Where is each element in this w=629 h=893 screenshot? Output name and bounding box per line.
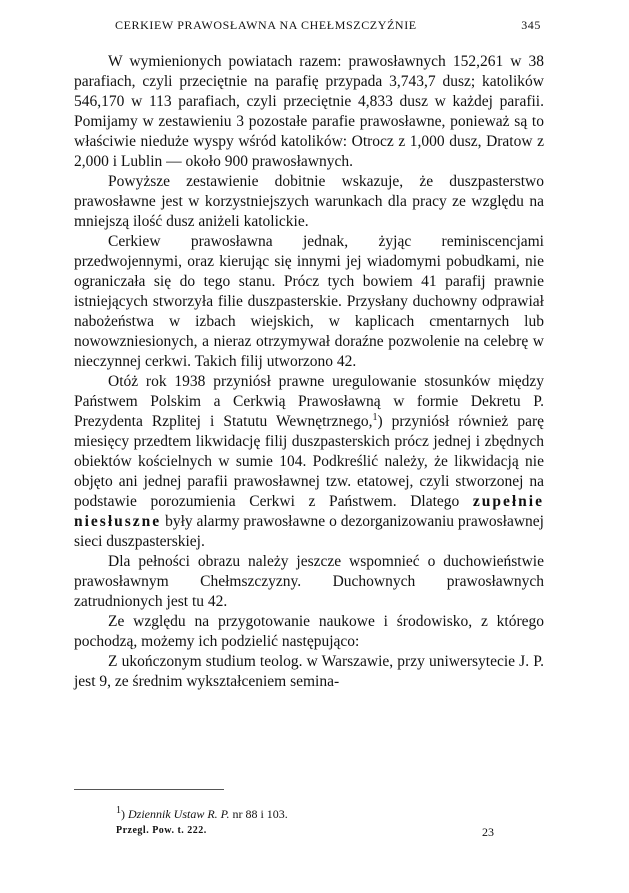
footnote-source: Dziennik Ustaw R. P. <box>128 807 230 821</box>
page-number: 345 <box>521 18 541 32</box>
paragraph <box>74 172 544 232</box>
page-content <box>74 14 544 839</box>
paragraph-text: były alarmy prawosławne o dezorganizowaniu prawosławnej sieci duszpasterskiej. <box>74 513 544 550</box>
paragraph-text: Dla pełności obrazu należy jeszcze wspomnieć o duchowieństwie prawosławnym Chełmszczyzny. Duchownych prawosławnych zatrudnionych jest tu 42. <box>74 553 544 610</box>
paragraph-text: Otóż rok 1938 przyniósł prawne uregulowanie stosunków między Państwem Polskim a Cerkwią Prawosławną w formie Dekretu P. Prezydenta Rzplitej i Statutu Wewnętrznego, <box>74 373 544 430</box>
paragraph <box>74 552 544 612</box>
footnote-marker: 1 <box>116 805 121 816</box>
paragraph <box>74 652 544 692</box>
footnote-paren: ) <box>121 807 125 821</box>
paragraph <box>74 372 544 552</box>
running-title: CERKIEW PRAWOSŁAWNA NA CHEŁMSZCZYŹNIE <box>115 18 417 32</box>
sheet-number: 23 <box>482 825 494 839</box>
printer-signature: Przegl. Pow. t. 222. <box>116 825 207 836</box>
paragraph-text: Z ukończonym studium teolog. w Warszawie, przy uniwersytecie J. P. jest 9, ze średnim wykształceniem semina- <box>74 653 544 690</box>
paragraph-text: Cerkiew prawosławna jednak, żyjąc reminiscencjami przedwojennymi, oraz kierując się innymi jej wiadomymi pobudkami, nie ograniczała się do tego stanu. Prócz tych bowiem 41 parafij prawnie istniejących stworzyła filie duszpasterskie. Przysłany duchowny odprawiał nabożeństwa w izbach wiejskich, w kaplicach cmentarnych lub nowowzniesionych, a nieraz otrzymywał doraźne pozwolenie na celebrę w nieczynnej cerkwi. Takich filij utworzono 42. <box>74 233 544 370</box>
paragraph-text: W wymienionych powiatach razem: prawosławnych 152,261 w 38 parafiach, czyli przeciętnie na parafię przypada 3,743,7 dusz; katolików 546,170 w 113 parafiach, czyli przeciętnie 4,833 dusz w każdej parafii. Pomijamy w zestawieniu 3 pozostałe parafie prawosławne, ponieważ są to właściwie nieduże wyspy wśród katolików: Otrocz z 1,000 dusz, Dratow z 2,000 i Lublin — około 900 prawosławnych. <box>74 53 544 170</box>
footnote-divider <box>74 789 224 790</box>
footnote <box>116 807 288 822</box>
main-text <box>74 52 544 692</box>
paragraph-text: Powyższe zestawienie dobitnie wskazuje, że duszpasterstwo prawosławne jest w korzystniejszych warunkach dla pracy ze względu na mniejszą ilość dusz aniżeli katolickie. <box>74 173 544 230</box>
paragraph <box>74 52 544 172</box>
running-header <box>74 14 544 36</box>
paragraph-text: Ze względu na przygotowanie naukowe i środowisko, z którego pochodzą, możemy ich podzielić następująco: <box>74 613 544 650</box>
emphasized-text: zupełnie niesłuszne <box>74 493 544 530</box>
paragraph <box>74 612 544 652</box>
footnote-reference: 1 <box>372 411 378 423</box>
paragraph <box>74 232 544 372</box>
footnote-details: nr 88 i 103. <box>229 807 288 821</box>
paragraph-text: ) przyniósł również parę miesięcy przedtem likwidację filij duszpasterskich prócz jednej i zbędnych obiektów kościelnych w sumie 104. Podkreślić należy, że likwidacją nie objęto ani jednej parafii prawosławnej tzw. etatowej, czyli stworzonej na podstawie porozumienia Cerkwi z Państwem. Dlatego <box>74 413 544 510</box>
